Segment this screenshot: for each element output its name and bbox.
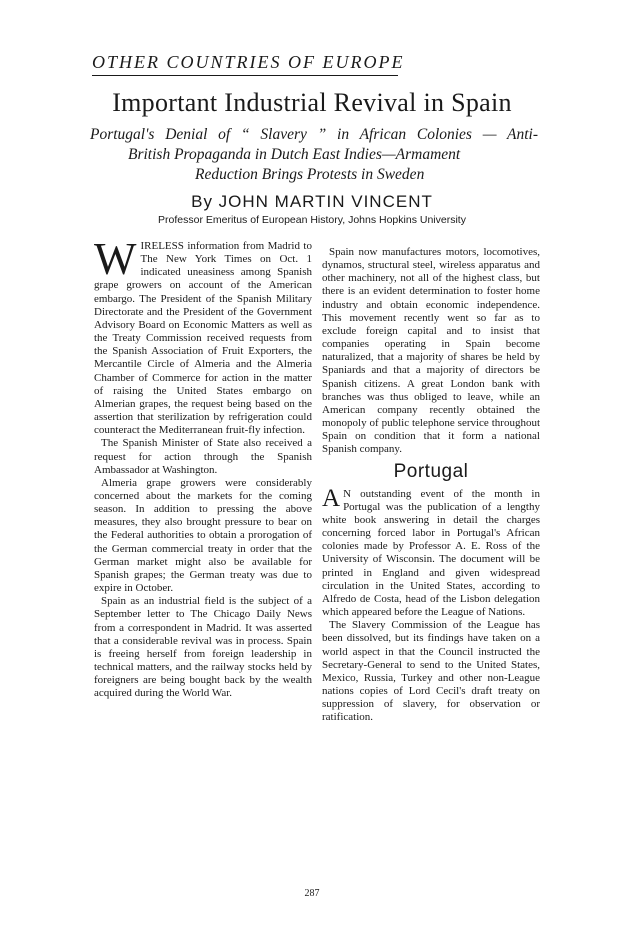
paragraph-text: IRELESS information from Madrid to The New York Times on Oct. 1 indicated uneasiness among Spanish grape growers on account of the American embargo. The President of the Spanish Military Directorate and the President of the Government Advisory Board on Economic Matters as well as the Treaty Commission received requests from the Spanish Association of Fruit Exporters, the Mercantile Circle of Almeria and the Almeria Chamber of Commerce for action in the matter of raising the United States embargo on Almerian grapes, the request being based on the assertion that sterilization by refrigeration could counteract the Mediterranean fruit-fly infection.	[94, 240, 312, 437]
drop-cap: A	[322, 484, 341, 512]
article-title: Important Industrial Revival in Spain	[112, 88, 512, 117]
byline: By JOHN MARTIN VINCENT	[191, 192, 433, 211]
paragraph-text: N outstanding event of the month in Portugal was the publication of a lengthy white book answering in detail the charges concerning forced labor in Portugal's African colonies made by Professor A. E. Ross of the University of Wisconsin. The document will be printed in England and given widespread circulation in the United States, according to Alfredo de Costa, head of the Lisbon delegation which appeared before the League of Nations.	[322, 487, 540, 619]
paragraph	[322, 484, 540, 620]
page-number: 287	[304, 888, 320, 899]
paragraph: Spain now manufactures motors, locomotives, dynamos, structural steel, wireless apparatus and other machinery, not all of the highest class, but there is an evident determination to foster home industry and obtain economic independence. This movement recently went so far as to exclude foreign capital and to insist that companies operating in Spain become naturalized, that a majority of shares be held by Spaniards and that a majority of directors be Spanish citizens. A great London bank with branches was thus obliged to leave, while an American company recently obtained the monopoly of public telephone service throughout Spain on condition that it form a national Spanish company.	[322, 246, 540, 456]
section-underline	[92, 75, 398, 76]
paragraph	[94, 234, 312, 437]
paragraph: The Spanish Minister of State also received a request for action through the Spanish Ambassador at Washington.	[94, 437, 312, 476]
author-affiliation: Professor Emeritus of European History, Johns Hopkins University	[158, 214, 466, 226]
subtitle-line: Portugal's Denial of “ Slavery ” in African Colonies — Anti-	[90, 126, 538, 143]
section-heading: OTHER COUNTRIES OF EUROPE	[92, 52, 405, 72]
right-column	[322, 246, 540, 724]
section-subheading: Portugal	[393, 460, 469, 482]
paragraph: The Slavery Commission of the League has been dissolved, but its findings have taken on a world aspect in that the Council instructed the Secretary-General to send to the United States, Mexico, Russia, Turkey and other non-League nations copies of Lord Cecil's draft treaty on suppression of slavery, for observation or ratification.	[322, 619, 540, 724]
subtitle-line: British Propaganda in Dutch East Indies—Armament	[128, 146, 461, 163]
paragraph: Spain as an industrial field is the subject of a September letter to The Chicago Daily News from a correspondent in Madrid. It was asserted that a considerable revival was in process. Spain is freeing herself from foreign leadership in technical matters, and the railway stocks held by foreigners are being bought back by the wealth acquired during the World War.	[94, 595, 312, 700]
paragraph: Almeria grape growers were considerably concerned about the markets for the coming season. In addition to pressing the above measures, they also brought pressure to bear on the Federal authorities to obtain a prorogation of the German commercial treaty in order that the German market might also be available for Spanish grapes; the German treaty was due to expire in October.	[94, 476, 312, 595]
article-subtitle	[90, 125, 538, 185]
drop-cap: W	[94, 234, 137, 284]
subtitle-line: Reduction Brings Protests in Sweden	[195, 166, 425, 183]
left-column	[94, 234, 312, 700]
